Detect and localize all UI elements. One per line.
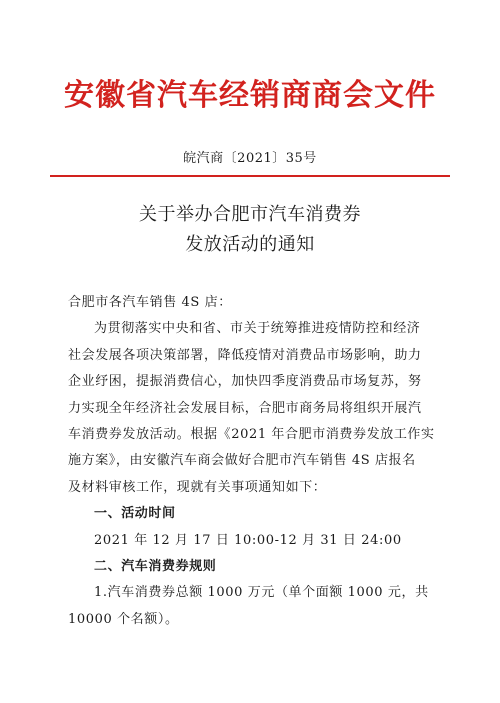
- paragraph-1-line: 力实现全年经济社会发展目标，合肥市商务局将组织开展汽: [68, 400, 422, 416]
- header-red-divider: [50, 175, 450, 177]
- section-2-heading: 二、汽车消费券规则: [94, 558, 217, 574]
- notice-title: [0, 200, 500, 260]
- paragraph-1-line: 社会发展各项决策部署，降低疫情对消费品市场影响，助力: [68, 347, 422, 363]
- notice-body: [68, 290, 436, 633]
- paragraph-1-line: 车消费券发放活动。根据《2021 年合肥市消费券发放工作实: [68, 426, 435, 442]
- section-1-heading: 一、活动时间: [94, 506, 176, 522]
- notice-title-line-2: 发放活动的通知: [185, 234, 315, 255]
- section-1-text: 2021 年 12 月 17 日 10:00-12 月 31 日 24:00: [94, 532, 402, 548]
- notice-title-line-1: 关于举办合肥市汽车消费券: [139, 204, 361, 225]
- paragraph-1-line: 及材料审核工作，现就有关事项通知如下：: [68, 479, 327, 495]
- paragraph-1-line: 施方案》，由安徽汽车商会做好合肥市汽车销售 4S 店报名: [68, 453, 416, 469]
- org-header-title: 安徽省汽车经销商商会文件: [64, 78, 436, 113]
- paragraph-1-line: 企业纾困，提振消费信心，加快四季度消费品市场复苏，努: [68, 374, 422, 390]
- section-2-line: 10000 个名额）。: [68, 611, 179, 627]
- document-number: 皖汽商〔2021〕35号: [183, 151, 317, 166]
- salutation: 合肥市各汽车销售 4S 店：: [68, 295, 232, 310]
- section-2-line: 1.汽车消费券总额 1000 万元（单个面额 1000 元，共: [94, 585, 429, 601]
- paragraph-1-line: 为贯彻落实中央和省、市关于统筹推进疫情防控和经济: [94, 321, 421, 337]
